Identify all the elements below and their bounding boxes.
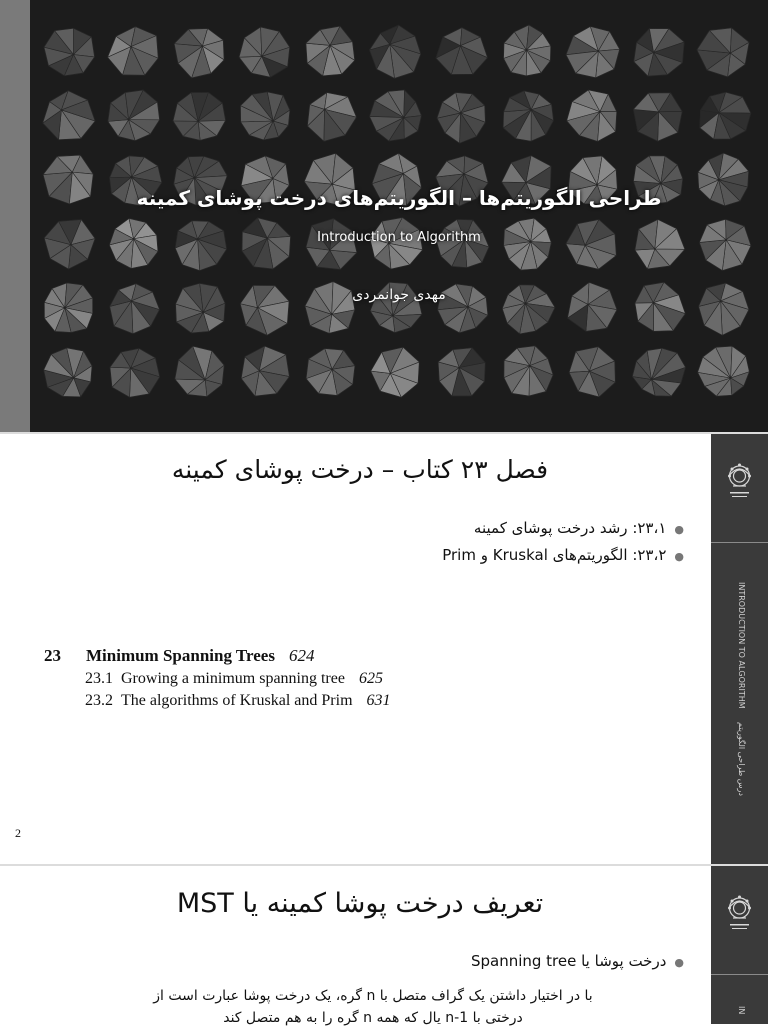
- sidebar-separator: [711, 542, 768, 543]
- bullet-icon: ●: [674, 523, 684, 536]
- polyhedron-decoration: [504, 346, 553, 396]
- polyhedron-decoration: [108, 27, 159, 76]
- polyhedron-decoration: [370, 25, 421, 78]
- polyhedron-decoration: [306, 349, 355, 396]
- polyhedron-decoration: [239, 27, 290, 77]
- polyhedron-decoration: [698, 346, 750, 396]
- polyhedron-decoration: [370, 90, 422, 141]
- polyhedron-decoration: [108, 90, 160, 141]
- polyhedron-decoration: [569, 347, 615, 397]
- polyhedron-decoration: [438, 348, 485, 396]
- polyhedron-decoration: [43, 91, 95, 140]
- sidebar-separator: [711, 974, 768, 975]
- list-item: ●۲۳،۱: رشد درخت پوشای کمینه: [473, 519, 684, 537]
- sidebar-course-title-fa: درس طراحی الگوریتم: [737, 722, 746, 796]
- chapter-bullet-list: [442, 519, 684, 573]
- slide-sidebar: [711, 866, 768, 1024]
- list-item: ●۲۳،۲: الگوریتم‌های Kruskal و Prim: [442, 546, 684, 564]
- polyhedron-decoration: [697, 28, 749, 77]
- polyhedron-decoration: [700, 92, 751, 139]
- polyhedron-decoration: [241, 346, 289, 396]
- polyhedron-decoration: [371, 347, 419, 397]
- polyhedron-decoration: [504, 25, 551, 76]
- polyhedron-decoration: [241, 92, 290, 140]
- bullet-icon: ●: [674, 956, 684, 969]
- slide-divider: [0, 864, 768, 866]
- polyhedron-decoration: [307, 93, 356, 142]
- chapter-title: فصل ۲۳ کتاب – درخت پوشای کمینه: [171, 455, 549, 484]
- definition-title: تعریف درخت پوشا کمینه یا MST: [176, 888, 544, 919]
- polyhedron-decoration: [437, 93, 485, 144]
- toc-chapter: 23 Minimum Spanning Trees 624: [44, 646, 315, 665]
- toc-section: 23.1 Growing a minimum spanning tree 625: [85, 670, 383, 687]
- polyhedron-decoration: [634, 29, 684, 77]
- university-logo-icon: [721, 892, 758, 936]
- list-item: ●درخت پوشا یا Spanning tree: [470, 952, 684, 970]
- polyhedron-decoration: [633, 93, 682, 141]
- polyhedra-background-pattern: [30, 0, 768, 432]
- sidebar-course-title-en: INTRODUCTION TO ALGORITHM: [737, 582, 746, 709]
- polyhedron-decoration: [566, 26, 620, 77]
- presentation-subtitle: Introduction to Algorithm: [317, 230, 481, 245]
- polyhedron-decoration: [44, 348, 92, 397]
- slide-sidebar: [711, 434, 768, 864]
- sidebar-course-title-en: IN: [737, 1006, 746, 1015]
- polyhedron-decoration: [110, 348, 160, 397]
- slide-divider: [0, 432, 768, 434]
- toc-section: 23.2 The algorithms of Kruskal and Prim 631: [85, 692, 391, 709]
- polyhedron-decoration: [306, 26, 355, 76]
- polyhedron-decoration: [174, 29, 224, 78]
- polyhedron-decoration: [173, 92, 225, 140]
- polyhedron-decoration: [175, 346, 224, 396]
- university-logo-icon: [721, 460, 758, 504]
- polyhedron-decoration: [436, 28, 488, 75]
- polyhedron-decoration: [175, 221, 226, 271]
- bullet-icon: ●: [674, 550, 684, 563]
- polyhedron-decoration: [632, 348, 685, 396]
- presentation-author: مهدی جوانمردی: [352, 287, 446, 303]
- polyhedron-decoration: [567, 90, 617, 141]
- polyhedron-decoration: [44, 28, 94, 75]
- title-slide: [0, 0, 768, 432]
- slide-page-number: 2: [15, 826, 21, 840]
- presentation-title: طراحی الگوریتم‌ها – الگوریتم‌های درخت پوشای کمینه: [136, 186, 662, 210]
- polyhedron-decoration: [503, 91, 553, 141]
- definition-bullet-list: [471, 952, 684, 979]
- title-slide-left-strip: [0, 0, 30, 432]
- definition-paragraph: با در اختیار داشتن یک گراف متصل با n گره، یک درخت پوشا عبارت است از درختی با n-1 یال که همه n گره را به هم متصل کند: [153, 988, 593, 1026]
- book-table-of-contents: [44, 646, 391, 714]
